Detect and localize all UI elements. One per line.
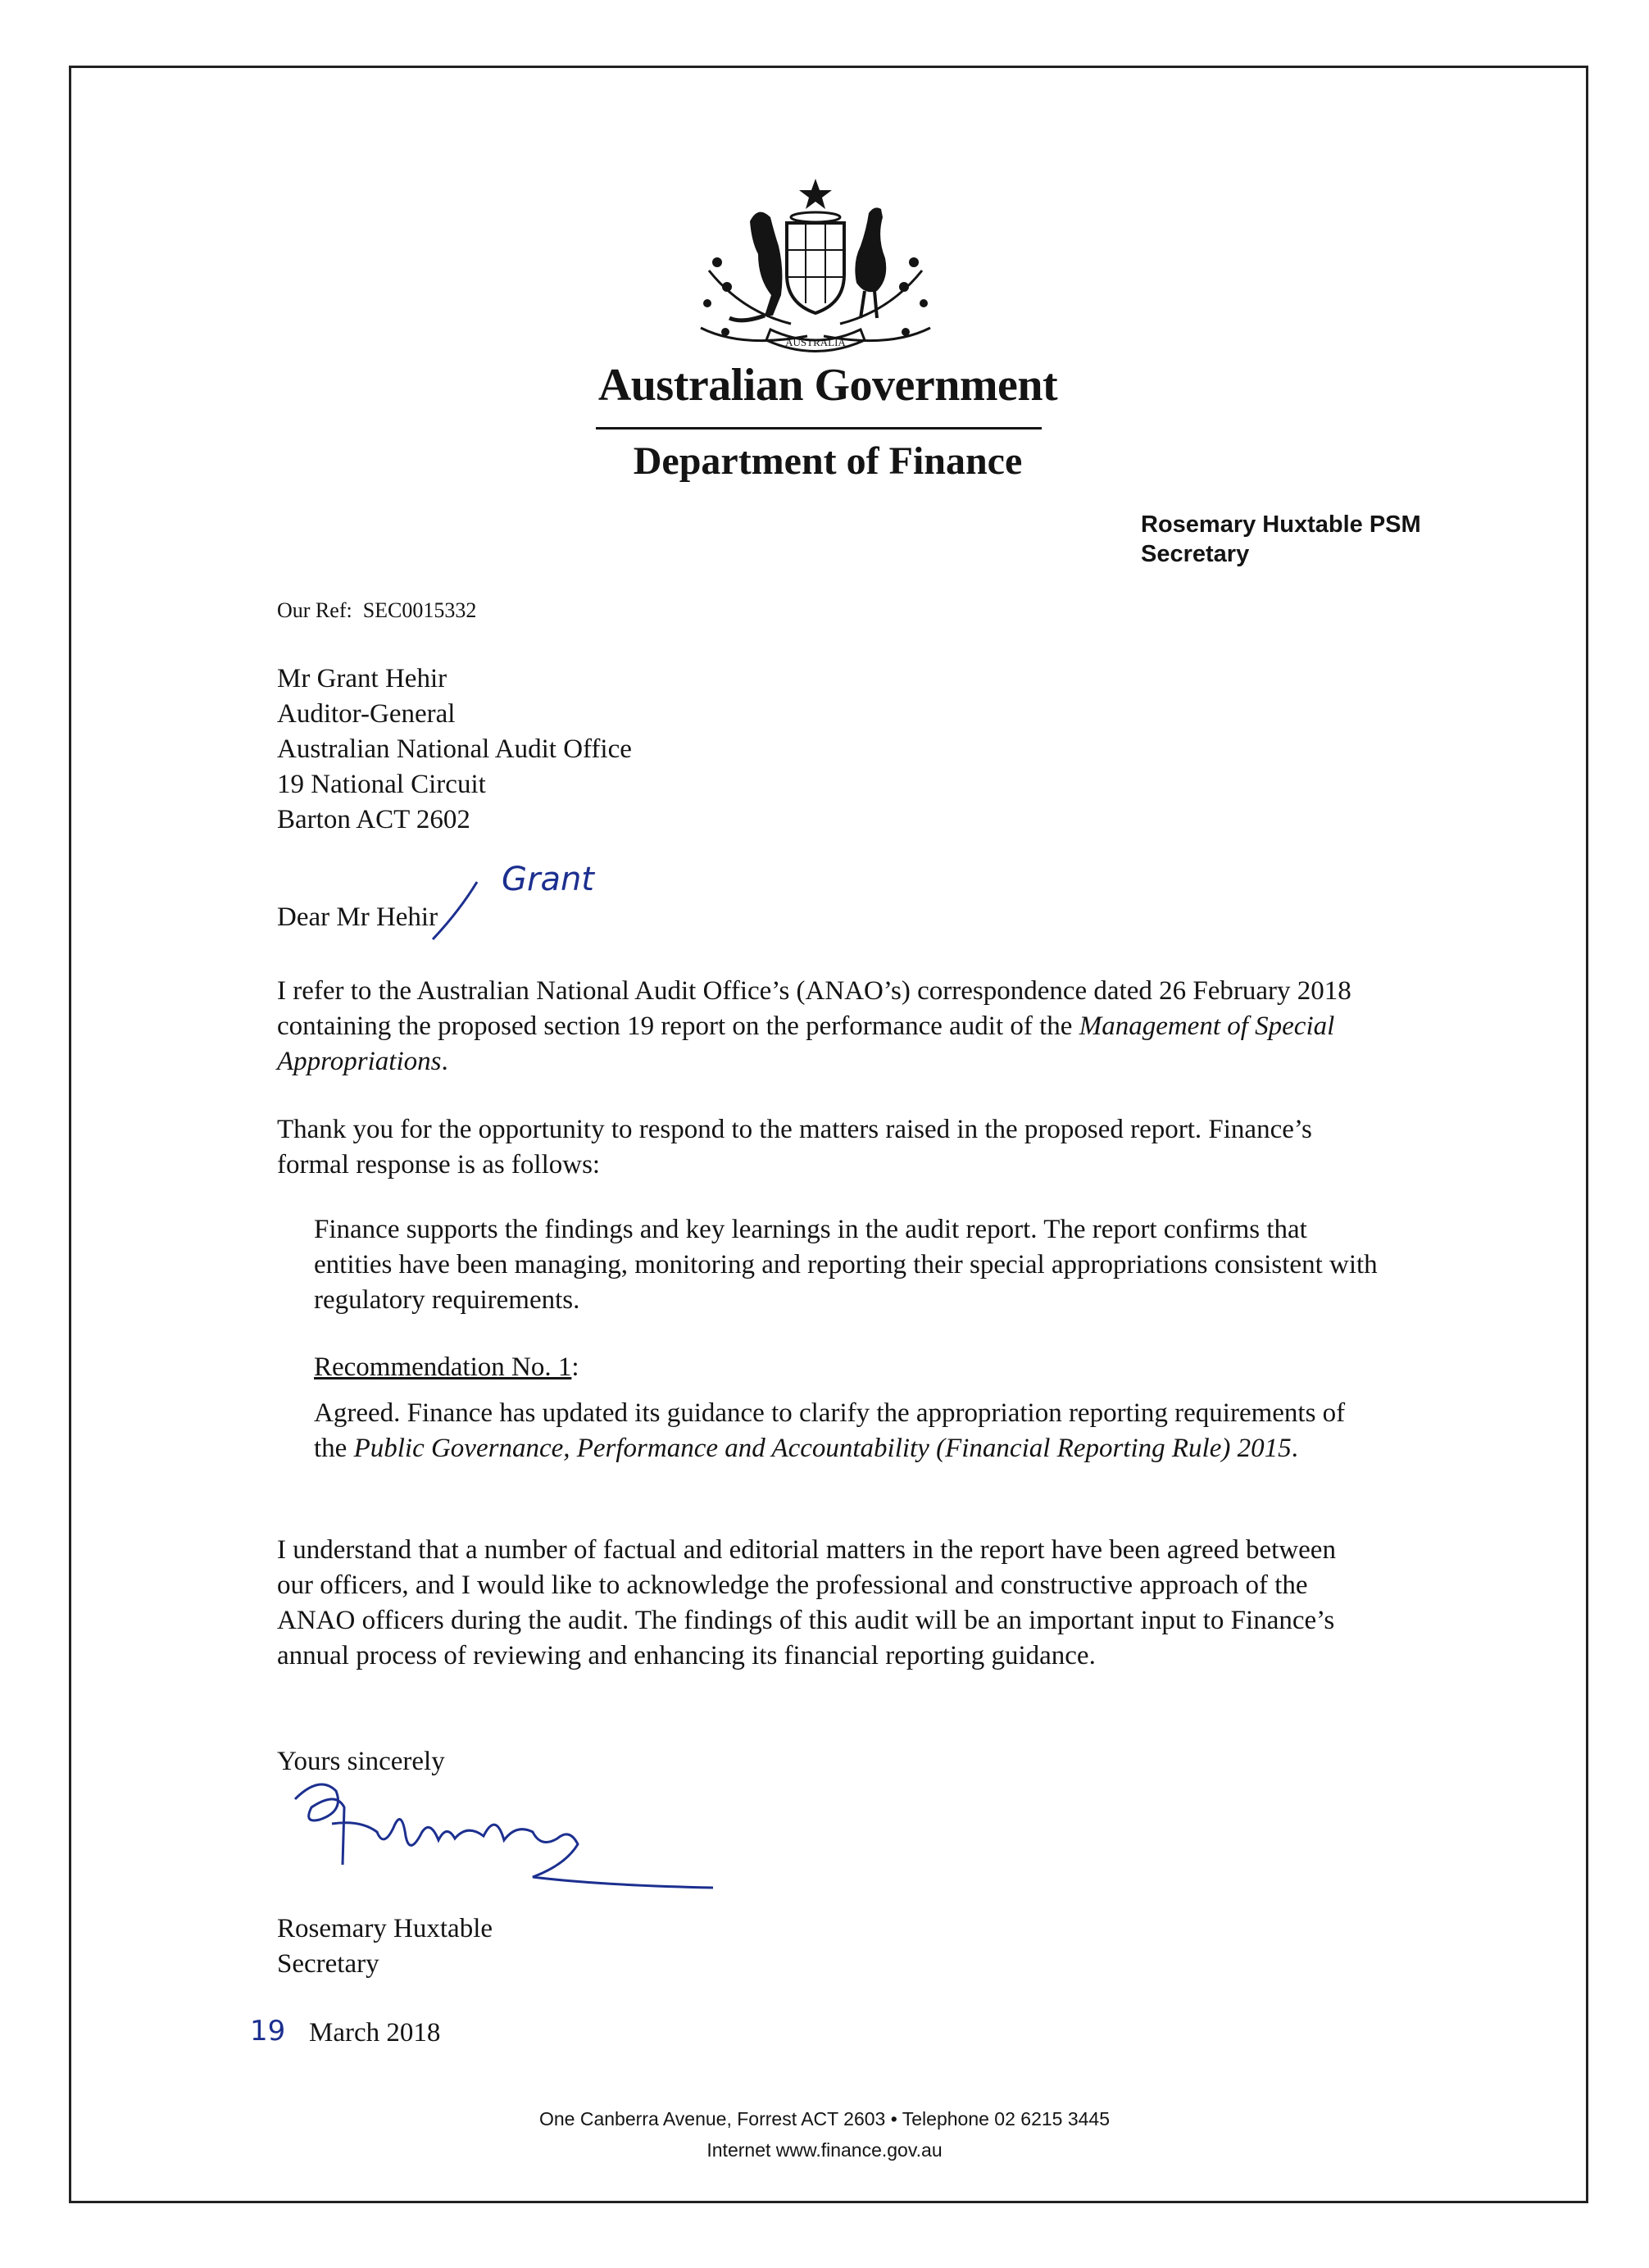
signatory-block [277,1911,1375,1982]
recipient-address [277,661,632,838]
footer [0,2103,1649,2166]
signatory-title: Secretary [277,1949,379,1979]
recommendation-colon: : [571,1352,579,1382]
recipient-line: Mr Grant Hehir [277,664,447,693]
recommendation-response [314,1396,1379,1466]
footer-internet: Internet www.finance.gov.au [706,2139,943,2161]
strike-through-mark [418,879,492,944]
reference-line [277,598,476,623]
valediction: Yours sincerely [277,1747,445,1776]
date-month-year: March 2018 [309,2018,441,2048]
paragraph-1-text: I refer to the Australian National Audit Office’s (ANAO’s) correspondence dated 26 February 2018 containing the proposed section 19 report on the performance audit of the [277,976,1351,1041]
recommendation-text: Agreed. Finance has updated its guidance to clarify the appropriation reporting requirements of the [314,1398,1346,1463]
rule-title: Public Governance, Performance and Accountability (Financial Reporting Rule) 2015 [353,1434,1292,1463]
signatory-name: Rosemary Huxtable [277,1914,493,1943]
handwritten-first-name: Grant [502,861,594,898]
coat-of-arms-icon [693,172,938,365]
sender-name: Rosemary Huxtable PSM [1141,511,1421,538]
government-title: Australian Government [597,360,1058,411]
letterhead-rule [596,427,1042,430]
handwritten-date-day: 19 [250,2015,286,2048]
recommendation-end: . [1291,1434,1298,1463]
sender-block [1141,510,1421,569]
recipient-line: Barton ACT 2602 [277,805,470,834]
paragraph-3: I understand that a number of factual and editorial matters in the report have been agreed between our officers, and I would like to acknowledge the professional and constructive approach of the ANAO officers during the audit. The findings of this audit will be an important input to Finance’s annual process of reviewing and enhancing its financial reporting guidance. [277,1535,1336,1670]
signature-icon [287,1775,729,1898]
recipient-line: 19 National Circuit [277,770,486,799]
department-title: Department of Finance [633,439,1023,483]
footer-address: One Canberra Avenue, Forrest ACT 2603 • Telephone 02 6215 3445 [539,2108,1110,2129]
recommendation-heading: Recommendation No. 1 [314,1352,572,1382]
paragraph-1-end: . [441,1047,448,1076]
recipient-line: Auditor-General [277,699,456,729]
paragraph-1 [277,974,1375,1079]
response-paragraph: Finance supports the findings and key learnings in the audit report. The report confirms that entities have been managing, monitoring and reporting their special appropriations consistent with regulatory requirements. [314,1215,1378,1315]
reference-value: SEC0015332 [362,598,477,622]
recipient-line: Australian National Audit Office [277,734,632,764]
reference-label: Our Ref: [277,598,352,622]
audit-title: Management of Special Appropriations [277,1011,1335,1076]
recommendation-heading-line [314,1350,1379,1385]
greeting: Dear Mr Hehir [277,902,438,932]
paragraph-2: Thank you for the opportunity to respond to the matters raised in the proposed report. Finance’s formal response is as follows: [277,1115,1312,1179]
sender-title: Secretary [1141,541,1250,567]
svg-text:AUSTRALIA: AUSTRALIA [785,336,846,348]
